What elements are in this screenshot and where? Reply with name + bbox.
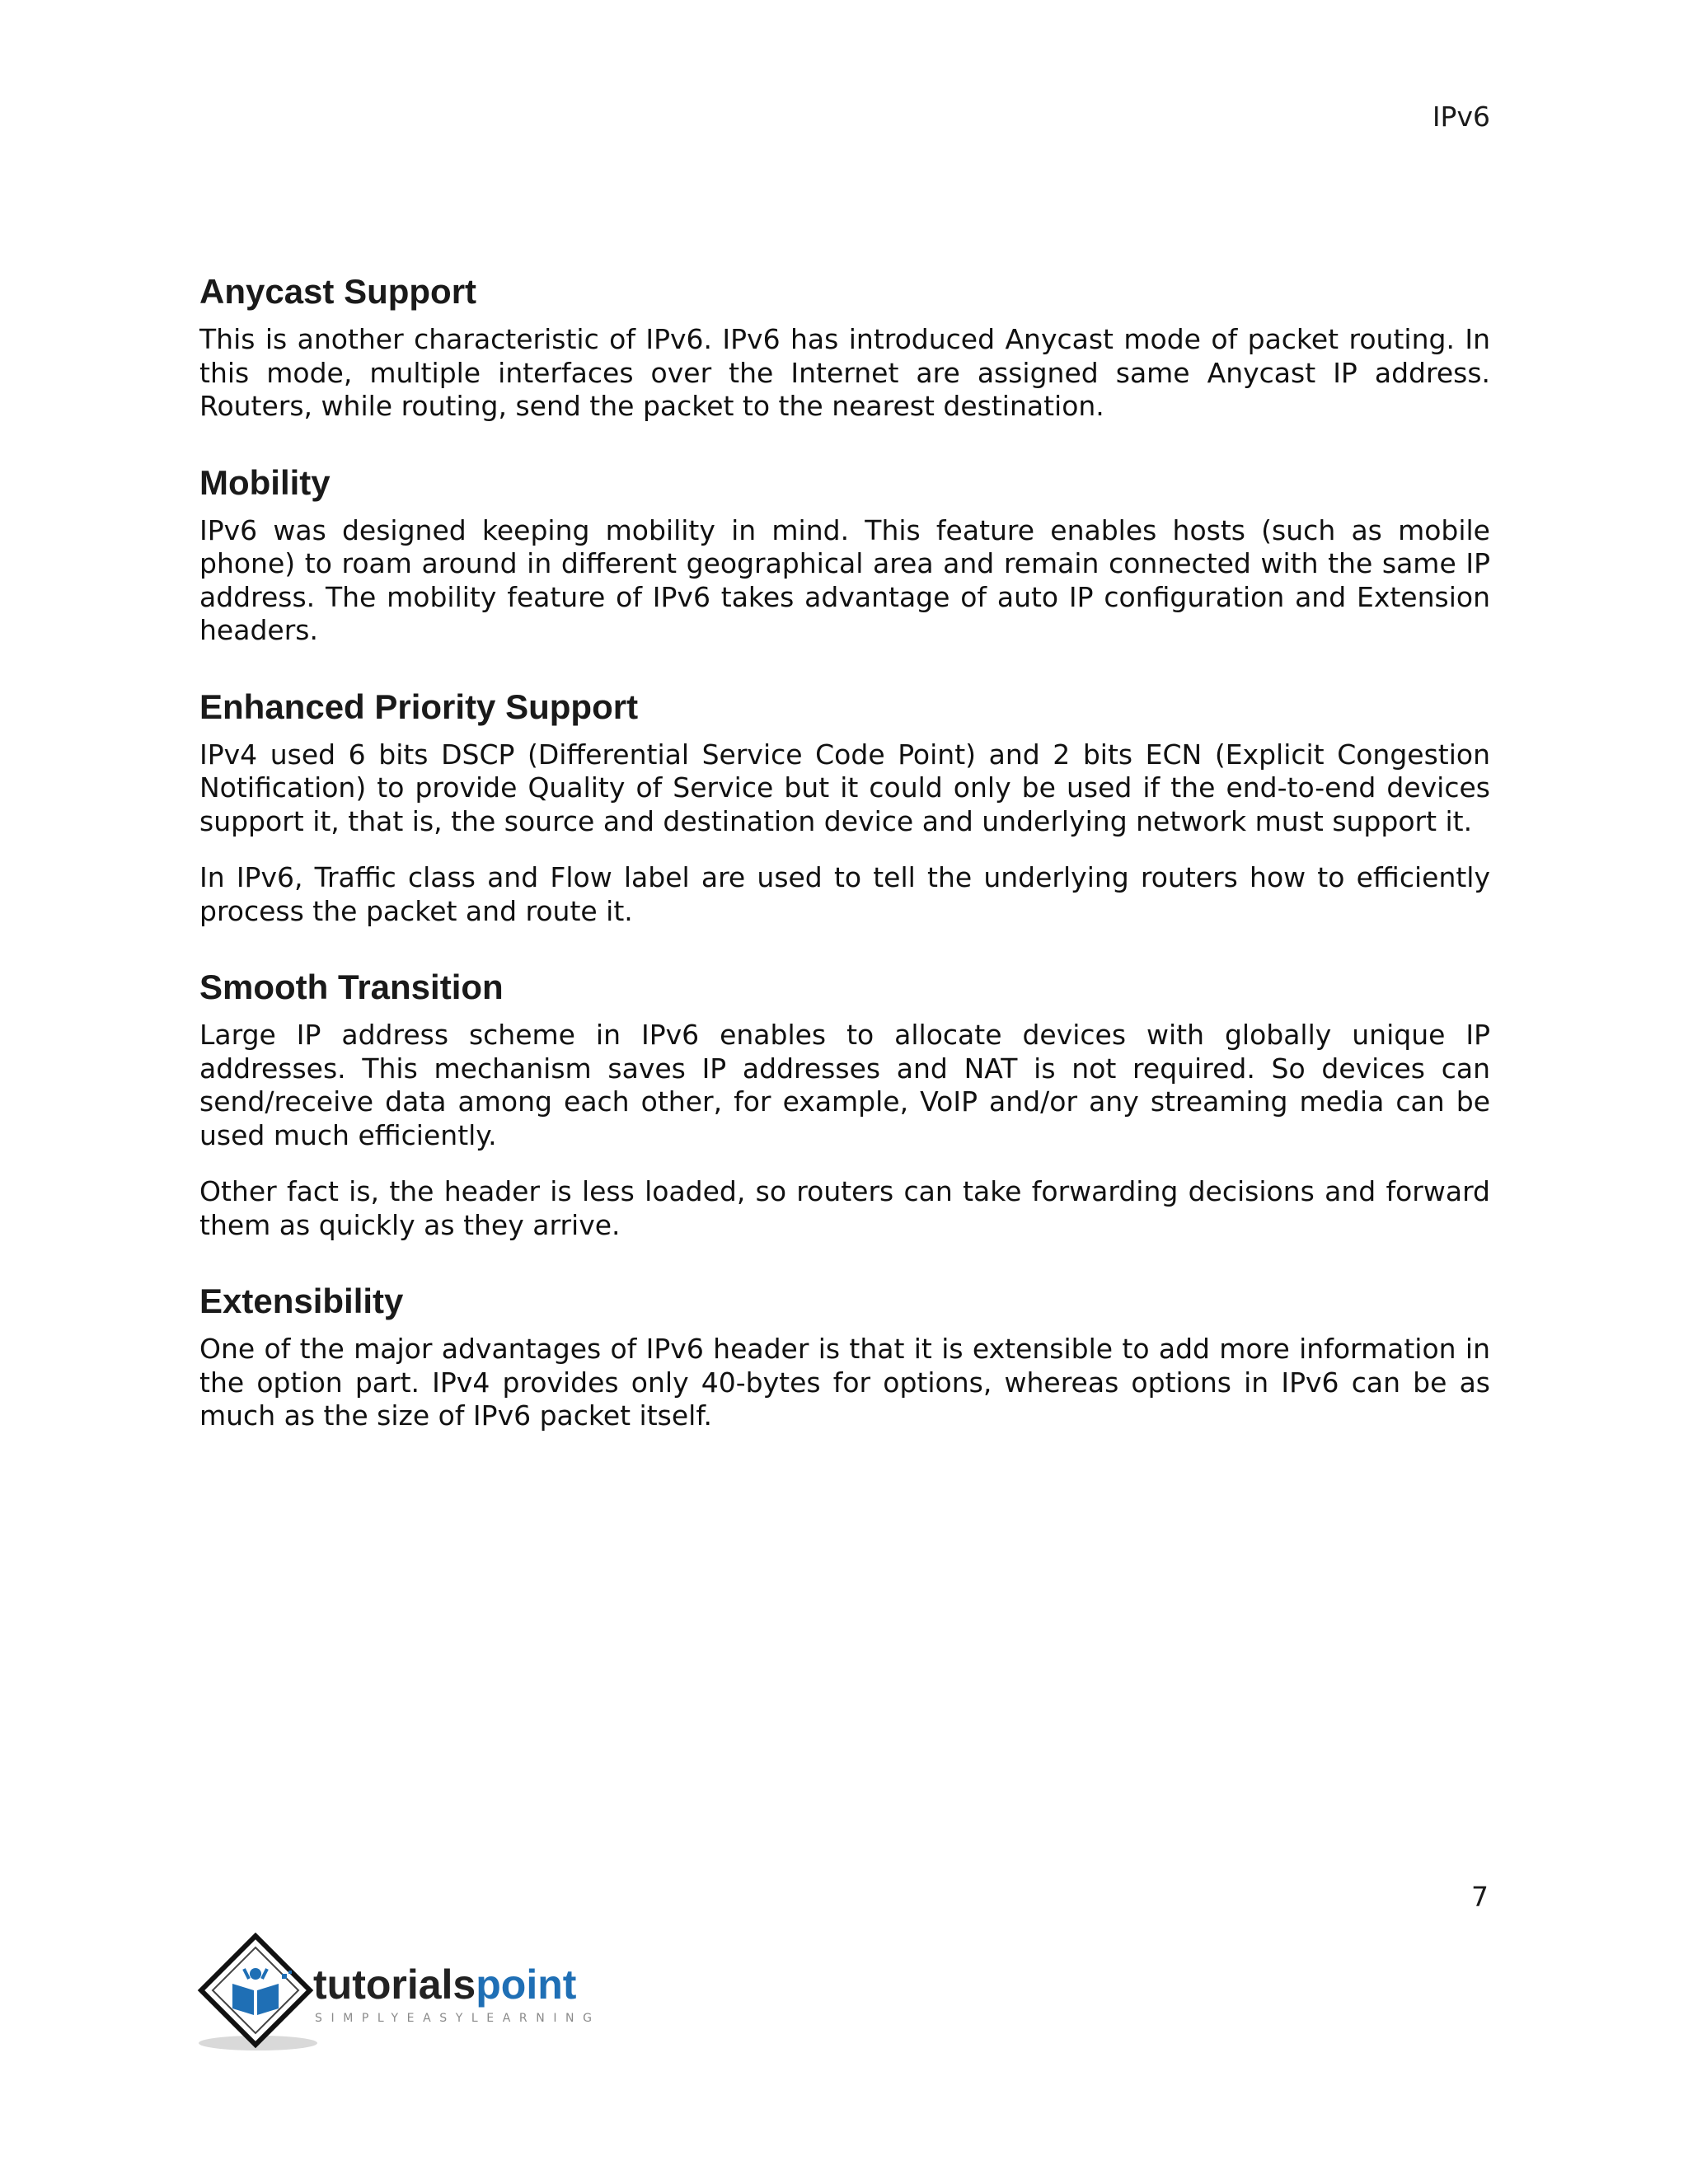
paragraph: This is another characteristic of IPv6. IPv6 has introduced Anycast mode of packet routing. In this mode, multiple interfaces over the Internet are assigned same Anycast IP address. Routers, while routing, send the packet to the nearest destination. [199, 323, 1490, 422]
paragraph: IPv4 used 6 bits DSCP (Differential Service Code Point) and 2 bits ECN (Explicit Congestion Notification) to provide Quality of Service but it could only be used if the end-to-end devices support it, that is, the source and destination device and underlying network must support it. [199, 738, 1490, 837]
logo-wordmark: tutorialspoint [313, 1961, 577, 2008]
section-smooth-transition [199, 966, 1490, 1242]
section-enhanced-priority-support [199, 686, 1490, 929]
page-content [199, 270, 1490, 1433]
section-heading: Smooth Transition [199, 968, 504, 1006]
paragraph: Large IP address scheme in IPv6 enables to allocate devices with globally unique IP addresses. This mechanism saves IP addresses and NAT is not required. So devices can send/receive data among each other, for example, VoIP and/or any streaming media can be used much efficiently. [199, 1019, 1490, 1151]
running-header: IPv6 [1432, 101, 1490, 133]
page-number: 7 [1471, 1881, 1489, 1913]
section-extensibility [199, 1280, 1490, 1433]
logo-tagline: SIMPLYEASYLEARNING [315, 2012, 600, 2025]
section-mobility [199, 462, 1490, 648]
logo-graphic [196, 1933, 600, 2056]
section-anycast-support [199, 270, 1490, 424]
section-heading: Mobility [199, 462, 331, 502]
section-heading: Extensibility [199, 1282, 404, 1320]
paragraph: In IPv6, Traffic class and Flow label are used to tell the underlying routers how to efficiently process the packet and route it. [199, 861, 1490, 927]
paragraph: One of the major advantages of IPv6 header is that it is extensible to add more information in the option part. IPv4 provides only 40-bytes for options, whereas options in IPv6 can be as much as the size of IPv6 packet itself. [199, 1333, 1490, 1432]
paragraph: IPv6 was designed keeping mobility in mind. This feature enables hosts (such as mobile phone) to roam around in different geographical area and remain connected with the same IP address. The mobility feature of IPv6 takes advantage of auto IP configuration and Extension headers. [199, 513, 1490, 646]
tutorialspoint-logo [196, 1933, 600, 2056]
section-heading: Anycast Support [199, 272, 477, 311]
logo-diamond [201, 1936, 310, 2045]
section-heading: Enhanced Priority Support [199, 687, 639, 726]
paragraph: Other fact is, the header is less loaded, so routers can take forwarding decisions and forward them as quickly as they arrive. [199, 1175, 1490, 1241]
